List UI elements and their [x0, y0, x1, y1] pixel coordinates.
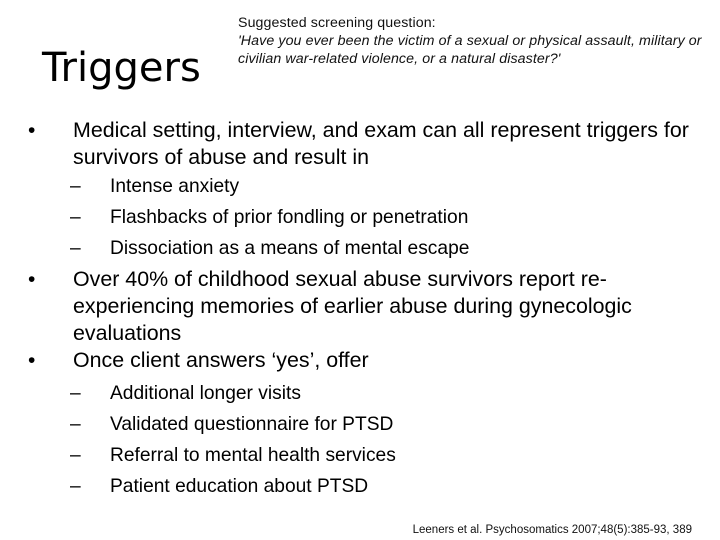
sub-bullet-item — [28, 409, 708, 440]
sub-bullet-item — [28, 171, 708, 202]
sub-bullet-text: Intense anxiety — [110, 176, 240, 197]
bullet-item — [28, 117, 708, 171]
bullet-item — [28, 266, 708, 347]
sub-bullet-list — [28, 171, 708, 264]
dash-marker: – — [70, 476, 81, 497]
bullet-text: Over 40% of childhood sexual abuse survivors report re-experiencing memories of earlier abuse during gynecologic evaluations — [73, 267, 632, 345]
citation: Leeners et al. Psychosomatics 2007;48(5):385-93, 389 — [412, 524, 692, 536]
bullet-list — [28, 117, 708, 502]
bullet-text: Medical setting, interview, and exam can all represent triggers for survivors of abuse and result in — [73, 118, 689, 169]
sub-bullet-text: Additional longer visits — [110, 383, 301, 404]
bullet-item — [28, 347, 708, 374]
sub-bullet-item — [28, 378, 708, 409]
sub-bullet-text: Dissociation as a means of mental escape — [110, 238, 470, 259]
dash-marker: – — [70, 176, 81, 197]
dash-marker: – — [70, 445, 81, 466]
bullet-marker: • — [28, 119, 36, 142]
sub-bullet-text: Flashbacks of prior fondling or penetration — [110, 207, 469, 228]
sub-bullet-item — [28, 202, 708, 233]
sub-bullet-list — [28, 378, 708, 502]
screening-label: Suggested screening question: — [238, 15, 436, 31]
screening-question: 'Have you ever been the victim of a sexual or physical assault, military or civilian war-related violence, or a natural disaster?' — [238, 33, 702, 67]
bullet-text: Once client answers ‘yes’, offer — [73, 348, 369, 372]
sub-bullet-text: Patient education about PTSD — [110, 476, 369, 497]
sub-bullet-text: Validated questionnaire for PTSD — [110, 414, 394, 435]
dash-marker: – — [70, 238, 81, 259]
dash-marker: – — [70, 383, 81, 404]
sub-bullet-item — [28, 440, 708, 471]
dash-marker: – — [70, 414, 81, 435]
sub-bullet-item — [28, 471, 708, 502]
dash-marker: – — [70, 207, 81, 228]
bullet-marker: • — [28, 349, 36, 372]
slide-title: Triggers — [42, 45, 201, 91]
sub-bullet-item — [28, 233, 708, 264]
bullet-marker: • — [28, 268, 36, 291]
screening-question-box — [238, 14, 708, 68]
sub-bullet-text: Referral to mental health services — [110, 445, 396, 466]
